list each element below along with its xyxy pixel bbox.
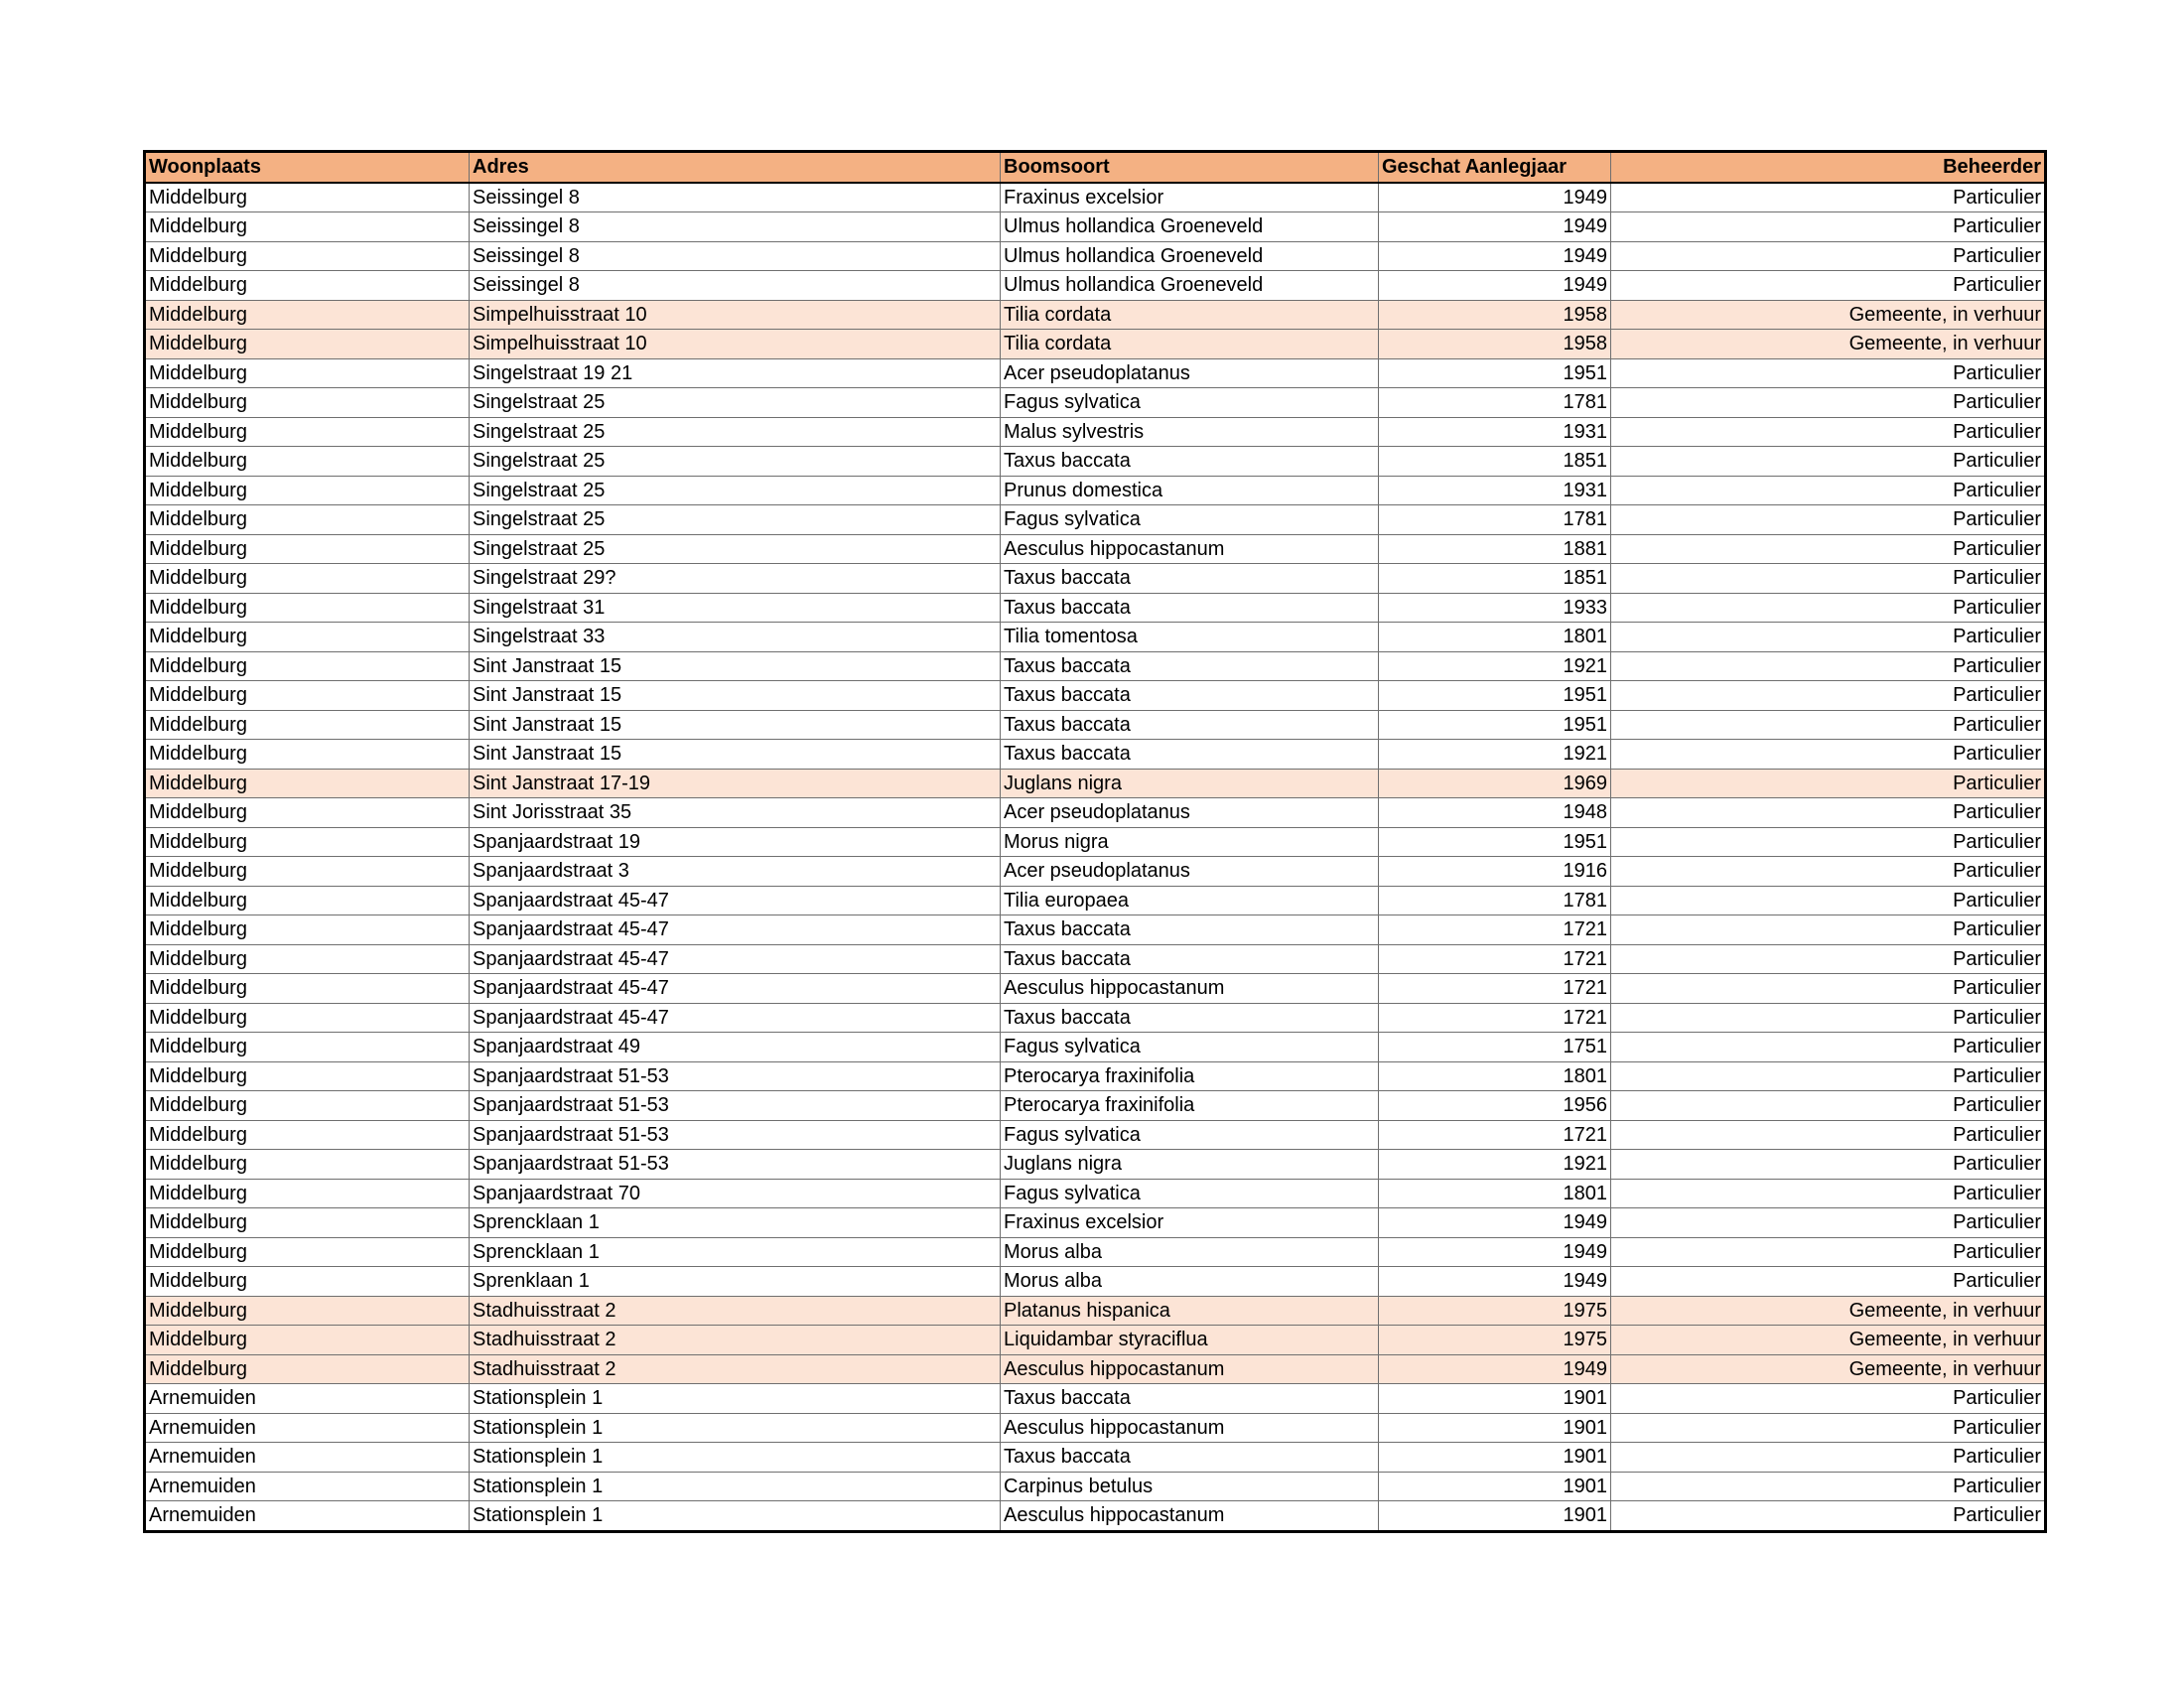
table-row xyxy=(145,476,2046,505)
cell-beheerder: Particulier xyxy=(1611,271,2046,301)
cell-boomsoort: Fraxinus excelsior xyxy=(1001,1208,1379,1238)
cell-beheerder: Particulier xyxy=(1611,183,2046,212)
cell-geschat-aanlegjaar: 1901 xyxy=(1379,1472,1611,1501)
cell-adres: Spanjaardstraat 51-53 xyxy=(470,1120,1001,1150)
cell-adres: Sint Janstraat 17-19 xyxy=(470,769,1001,798)
cell-geschat-aanlegjaar: 1975 xyxy=(1379,1296,1611,1326)
cell-geschat-aanlegjaar: 1969 xyxy=(1379,769,1611,798)
cell-adres: Spanjaardstraat 49 xyxy=(470,1033,1001,1062)
cell-adres: Stadhuisstraat 2 xyxy=(470,1326,1001,1355)
cell-beheerder: Gemeente, in verhuur xyxy=(1611,1354,2046,1384)
header-adres: Adres xyxy=(470,152,1001,183)
header-geschat-aanlegjaar: Geschat Aanlegjaar xyxy=(1379,152,1611,183)
cell-geschat-aanlegjaar: 1931 xyxy=(1379,417,1611,447)
cell-adres: Stadhuisstraat 2 xyxy=(470,1296,1001,1326)
cell-geschat-aanlegjaar: 1951 xyxy=(1379,827,1611,857)
cell-geschat-aanlegjaar: 1921 xyxy=(1379,740,1611,770)
cell-woonplaats: Middelburg xyxy=(145,534,470,564)
cell-adres: Spanjaardstraat 51-53 xyxy=(470,1091,1001,1121)
table-row xyxy=(145,388,2046,418)
table-row xyxy=(145,886,2046,915)
table-row xyxy=(145,534,2046,564)
cell-boomsoort: Morus nigra xyxy=(1001,827,1379,857)
cell-adres: Singelstraat 29? xyxy=(470,564,1001,594)
cell-adres: Seissingel 8 xyxy=(470,271,1001,301)
cell-woonplaats: Arnemuiden xyxy=(145,1472,470,1501)
table-row xyxy=(145,769,2046,798)
cell-boomsoort: Taxus baccata xyxy=(1001,651,1379,681)
cell-adres: Stationsplein 1 xyxy=(470,1413,1001,1443)
cell-boomsoort: Taxus baccata xyxy=(1001,710,1379,740)
cell-beheerder: Particulier xyxy=(1611,623,2046,652)
cell-boomsoort: Fagus sylvatica xyxy=(1001,1120,1379,1150)
cell-beheerder: Particulier xyxy=(1611,740,2046,770)
cell-boomsoort: Ulmus hollandica Groeneveld xyxy=(1001,212,1379,242)
cell-adres: Singelstraat 25 xyxy=(470,534,1001,564)
cell-adres: Sint Janstraat 15 xyxy=(470,740,1001,770)
cell-beheerder: Particulier xyxy=(1611,798,2046,828)
table-row xyxy=(145,1208,2046,1238)
cell-adres: Simpelhuisstraat 10 xyxy=(470,330,1001,359)
cell-boomsoort: Ulmus hollandica Groeneveld xyxy=(1001,271,1379,301)
cell-woonplaats: Middelburg xyxy=(145,769,470,798)
table-row xyxy=(145,681,2046,711)
table-row xyxy=(145,1501,2046,1532)
cell-boomsoort: Pterocarya fraxinifolia xyxy=(1001,1091,1379,1121)
cell-boomsoort: Carpinus betulus xyxy=(1001,1472,1379,1501)
cell-boomsoort: Fraxinus excelsior xyxy=(1001,183,1379,212)
cell-beheerder: Particulier xyxy=(1611,1413,2046,1443)
header-boomsoort: Boomsoort xyxy=(1001,152,1379,183)
table-row xyxy=(145,358,2046,388)
cell-beheerder: Particulier xyxy=(1611,1033,2046,1062)
cell-geschat-aanlegjaar: 1949 xyxy=(1379,1267,1611,1297)
cell-woonplaats: Middelburg xyxy=(145,827,470,857)
cell-woonplaats: Middelburg xyxy=(145,1208,470,1238)
cell-beheerder: Particulier xyxy=(1611,1003,2046,1033)
cell-beheerder: Gemeente, in verhuur xyxy=(1611,1296,2046,1326)
cell-woonplaats: Middelburg xyxy=(145,241,470,271)
cell-geschat-aanlegjaar: 1948 xyxy=(1379,798,1611,828)
cell-adres: Spanjaardstraat 45-47 xyxy=(470,974,1001,1004)
cell-adres: Spanjaardstraat 51-53 xyxy=(470,1150,1001,1180)
cell-beheerder: Particulier xyxy=(1611,534,2046,564)
cell-woonplaats: Middelburg xyxy=(145,476,470,505)
cell-adres: Singelstraat 19 21 xyxy=(470,358,1001,388)
cell-woonplaats: Middelburg xyxy=(145,1120,470,1150)
cell-woonplaats: Middelburg xyxy=(145,388,470,418)
table-row xyxy=(145,241,2046,271)
cell-adres: Stationsplein 1 xyxy=(470,1443,1001,1473)
cell-beheerder: Particulier xyxy=(1611,447,2046,477)
cell-woonplaats: Middelburg xyxy=(145,1150,470,1180)
cell-adres: Stadhuisstraat 2 xyxy=(470,1354,1001,1384)
cell-boomsoort: Malus sylvestris xyxy=(1001,417,1379,447)
cell-boomsoort: Fagus sylvatica xyxy=(1001,388,1379,418)
cell-geschat-aanlegjaar: 1721 xyxy=(1379,915,1611,945)
table-row xyxy=(145,623,2046,652)
tree-register-table xyxy=(143,150,2047,1533)
table-row xyxy=(145,447,2046,477)
table-row xyxy=(145,915,2046,945)
cell-woonplaats: Middelburg xyxy=(145,1179,470,1208)
cell-beheerder: Gemeente, in verhuur xyxy=(1611,300,2046,330)
cell-geschat-aanlegjaar: 1901 xyxy=(1379,1443,1611,1473)
cell-adres: Spanjaardstraat 19 xyxy=(470,827,1001,857)
cell-boomsoort: Fagus sylvatica xyxy=(1001,1179,1379,1208)
cell-beheerder: Particulier xyxy=(1611,212,2046,242)
cell-boomsoort: Ulmus hollandica Groeneveld xyxy=(1001,241,1379,271)
cell-beheerder: Particulier xyxy=(1611,1150,2046,1180)
cell-woonplaats: Middelburg xyxy=(145,1061,470,1091)
cell-woonplaats: Middelburg xyxy=(145,681,470,711)
table-row xyxy=(145,1267,2046,1297)
cell-boomsoort: Morus alba xyxy=(1001,1237,1379,1267)
table-row xyxy=(145,1326,2046,1355)
cell-boomsoort: Acer pseudoplatanus xyxy=(1001,857,1379,887)
cell-beheerder: Particulier xyxy=(1611,1179,2046,1208)
cell-geschat-aanlegjaar: 1901 xyxy=(1379,1501,1611,1532)
table-row xyxy=(145,417,2046,447)
cell-adres: Sint Janstraat 15 xyxy=(470,681,1001,711)
table-row xyxy=(145,505,2046,535)
cell-boomsoort: Tilia cordata xyxy=(1001,330,1379,359)
cell-adres: Stationsplein 1 xyxy=(470,1384,1001,1414)
cell-geschat-aanlegjaar: 1949 xyxy=(1379,212,1611,242)
cell-beheerder: Particulier xyxy=(1611,417,2046,447)
cell-adres: Sprencklaan 1 xyxy=(470,1237,1001,1267)
cell-woonplaats: Middelburg xyxy=(145,417,470,447)
cell-boomsoort: Liquidambar styraciflua xyxy=(1001,1326,1379,1355)
cell-geschat-aanlegjaar: 1949 xyxy=(1379,271,1611,301)
cell-beheerder: Particulier xyxy=(1611,857,2046,887)
cell-beheerder: Particulier xyxy=(1611,1472,2046,1501)
table-row xyxy=(145,1120,2046,1150)
table-row xyxy=(145,710,2046,740)
cell-boomsoort: Aesculus hippocastanum xyxy=(1001,1354,1379,1384)
cell-geschat-aanlegjaar: 1958 xyxy=(1379,330,1611,359)
table-row xyxy=(145,330,2046,359)
cell-geschat-aanlegjaar: 1781 xyxy=(1379,886,1611,915)
cell-geschat-aanlegjaar: 1921 xyxy=(1379,651,1611,681)
cell-boomsoort: Pterocarya fraxinifolia xyxy=(1001,1061,1379,1091)
cell-geschat-aanlegjaar: 1721 xyxy=(1379,974,1611,1004)
cell-boomsoort: Prunus domestica xyxy=(1001,476,1379,505)
cell-boomsoort: Taxus baccata xyxy=(1001,593,1379,623)
cell-boomsoort: Tilia tomentosa xyxy=(1001,623,1379,652)
cell-woonplaats: Arnemuiden xyxy=(145,1384,470,1414)
cell-adres: Spanjaardstraat 45-47 xyxy=(470,886,1001,915)
cell-beheerder: Particulier xyxy=(1611,388,2046,418)
cell-woonplaats: Middelburg xyxy=(145,1326,470,1355)
table-row xyxy=(145,1354,2046,1384)
cell-beheerder: Gemeente, in verhuur xyxy=(1611,1326,2046,1355)
cell-geschat-aanlegjaar: 1721 xyxy=(1379,944,1611,974)
cell-geschat-aanlegjaar: 1801 xyxy=(1379,1061,1611,1091)
cell-geschat-aanlegjaar: 1958 xyxy=(1379,300,1611,330)
cell-geschat-aanlegjaar: 1949 xyxy=(1379,183,1611,212)
cell-boomsoort: Juglans nigra xyxy=(1001,769,1379,798)
cell-woonplaats: Arnemuiden xyxy=(145,1501,470,1532)
cell-adres: Singelstraat 31 xyxy=(470,593,1001,623)
cell-woonplaats: Middelburg xyxy=(145,1354,470,1384)
cell-adres: Spanjaardstraat 3 xyxy=(470,857,1001,887)
cell-adres: Sprenklaan 1 xyxy=(470,1267,1001,1297)
cell-woonplaats: Middelburg xyxy=(145,1296,470,1326)
cell-beheerder: Particulier xyxy=(1611,476,2046,505)
cell-geschat-aanlegjaar: 1931 xyxy=(1379,476,1611,505)
cell-geschat-aanlegjaar: 1901 xyxy=(1379,1384,1611,1414)
cell-boomsoort: Taxus baccata xyxy=(1001,681,1379,711)
table-row xyxy=(145,1472,2046,1501)
cell-geschat-aanlegjaar: 1949 xyxy=(1379,1208,1611,1238)
cell-woonplaats: Middelburg xyxy=(145,1267,470,1297)
cell-geschat-aanlegjaar: 1949 xyxy=(1379,1354,1611,1384)
cell-geschat-aanlegjaar: 1751 xyxy=(1379,1033,1611,1062)
cell-beheerder: Particulier xyxy=(1611,769,2046,798)
cell-beheerder: Particulier xyxy=(1611,1120,2046,1150)
table-row xyxy=(145,974,2046,1004)
cell-adres: Singelstraat 25 xyxy=(470,417,1001,447)
cell-boomsoort: Acer pseudoplatanus xyxy=(1001,798,1379,828)
cell-adres: Spanjaardstraat 70 xyxy=(470,1179,1001,1208)
cell-geschat-aanlegjaar: 1901 xyxy=(1379,1413,1611,1443)
cell-beheerder: Particulier xyxy=(1611,974,2046,1004)
cell-woonplaats: Middelburg xyxy=(145,651,470,681)
table-row xyxy=(145,1033,2046,1062)
cell-woonplaats: Middelburg xyxy=(145,447,470,477)
cell-adres: Simpelhuisstraat 10 xyxy=(470,300,1001,330)
cell-beheerder: Particulier xyxy=(1611,593,2046,623)
table-row xyxy=(145,827,2046,857)
cell-woonplaats: Middelburg xyxy=(145,710,470,740)
cell-geschat-aanlegjaar: 1951 xyxy=(1379,358,1611,388)
table-row xyxy=(145,1443,2046,1473)
cell-adres: Spanjaardstraat 45-47 xyxy=(470,944,1001,974)
table-row xyxy=(145,183,2046,212)
cell-woonplaats: Middelburg xyxy=(145,593,470,623)
cell-geschat-aanlegjaar: 1851 xyxy=(1379,447,1611,477)
cell-woonplaats: Middelburg xyxy=(145,915,470,945)
cell-woonplaats: Middelburg xyxy=(145,886,470,915)
cell-boomsoort: Taxus baccata xyxy=(1001,564,1379,594)
table-row xyxy=(145,212,2046,242)
cell-beheerder: Particulier xyxy=(1611,1501,2046,1532)
table-row xyxy=(145,1413,2046,1443)
cell-boomsoort: Aesculus hippocastanum xyxy=(1001,1501,1379,1532)
cell-beheerder: Particulier xyxy=(1611,944,2046,974)
cell-boomsoort: Taxus baccata xyxy=(1001,915,1379,945)
cell-woonplaats: Middelburg xyxy=(145,1033,470,1062)
cell-boomsoort: Platanus hispanica xyxy=(1001,1296,1379,1326)
table-row xyxy=(145,564,2046,594)
table-body xyxy=(145,183,2046,1532)
table-row xyxy=(145,1091,2046,1121)
cell-beheerder: Gemeente, in verhuur xyxy=(1611,330,2046,359)
cell-beheerder: Particulier xyxy=(1611,1208,2046,1238)
table-row xyxy=(145,740,2046,770)
cell-adres: Singelstraat 25 xyxy=(470,505,1001,535)
cell-boomsoort: Fagus sylvatica xyxy=(1001,505,1379,535)
cell-woonplaats: Middelburg xyxy=(145,212,470,242)
cell-woonplaats: Arnemuiden xyxy=(145,1413,470,1443)
table-row xyxy=(145,1150,2046,1180)
cell-beheerder: Particulier xyxy=(1611,886,2046,915)
cell-geschat-aanlegjaar: 1801 xyxy=(1379,1179,1611,1208)
cell-woonplaats: Middelburg xyxy=(145,358,470,388)
cell-woonplaats: Middelburg xyxy=(145,271,470,301)
cell-woonplaats: Middelburg xyxy=(145,330,470,359)
table-row xyxy=(145,651,2046,681)
cell-woonplaats: Arnemuiden xyxy=(145,1443,470,1473)
header-row xyxy=(145,152,2046,183)
table-row xyxy=(145,1179,2046,1208)
cell-boomsoort: Taxus baccata xyxy=(1001,944,1379,974)
cell-woonplaats: Middelburg xyxy=(145,564,470,594)
cell-geschat-aanlegjaar: 1975 xyxy=(1379,1326,1611,1355)
table-row xyxy=(145,1061,2046,1091)
cell-woonplaats: Middelburg xyxy=(145,857,470,887)
cell-woonplaats: Middelburg xyxy=(145,1003,470,1033)
cell-woonplaats: Middelburg xyxy=(145,740,470,770)
cell-beheerder: Particulier xyxy=(1611,564,2046,594)
cell-geschat-aanlegjaar: 1951 xyxy=(1379,681,1611,711)
cell-adres: Singelstraat 25 xyxy=(470,388,1001,418)
cell-woonplaats: Middelburg xyxy=(145,974,470,1004)
cell-geschat-aanlegjaar: 1721 xyxy=(1379,1120,1611,1150)
cell-beheerder: Particulier xyxy=(1611,1267,2046,1297)
cell-boomsoort: Taxus baccata xyxy=(1001,1003,1379,1033)
table-row xyxy=(145,1003,2046,1033)
cell-boomsoort: Taxus baccata xyxy=(1001,1384,1379,1414)
cell-boomsoort: Tilia cordata xyxy=(1001,300,1379,330)
cell-beheerder: Particulier xyxy=(1611,915,2046,945)
cell-adres: Sint Jorisstraat 35 xyxy=(470,798,1001,828)
cell-beheerder: Particulier xyxy=(1611,1443,2046,1473)
cell-adres: Singelstraat 25 xyxy=(470,447,1001,477)
cell-boomsoort: Juglans nigra xyxy=(1001,1150,1379,1180)
table-row xyxy=(145,857,2046,887)
cell-woonplaats: Middelburg xyxy=(145,1237,470,1267)
cell-woonplaats: Middelburg xyxy=(145,798,470,828)
cell-beheerder: Particulier xyxy=(1611,710,2046,740)
cell-geschat-aanlegjaar: 1721 xyxy=(1379,1003,1611,1033)
cell-geschat-aanlegjaar: 1921 xyxy=(1379,1150,1611,1180)
cell-adres: Seissingel 8 xyxy=(470,241,1001,271)
cell-boomsoort: Acer pseudoplatanus xyxy=(1001,358,1379,388)
cell-beheerder: Particulier xyxy=(1611,1061,2046,1091)
cell-woonplaats: Middelburg xyxy=(145,300,470,330)
cell-geschat-aanlegjaar: 1956 xyxy=(1379,1091,1611,1121)
cell-boomsoort: Fagus sylvatica xyxy=(1001,1033,1379,1062)
cell-boomsoort: Taxus baccata xyxy=(1001,1443,1379,1473)
table-row xyxy=(145,271,2046,301)
cell-adres: Seissingel 8 xyxy=(470,183,1001,212)
cell-beheerder: Particulier xyxy=(1611,505,2046,535)
cell-adres: Stationsplein 1 xyxy=(470,1472,1001,1501)
cell-boomsoort: Morus alba xyxy=(1001,1267,1379,1297)
table-row xyxy=(145,1296,2046,1326)
cell-geschat-aanlegjaar: 1949 xyxy=(1379,241,1611,271)
cell-beheerder: Particulier xyxy=(1611,1237,2046,1267)
cell-woonplaats: Middelburg xyxy=(145,505,470,535)
cell-adres: Singelstraat 33 xyxy=(470,623,1001,652)
cell-beheerder: Particulier xyxy=(1611,1384,2046,1414)
cell-boomsoort: Tilia europaea xyxy=(1001,886,1379,915)
cell-beheerder: Particulier xyxy=(1611,681,2046,711)
cell-geschat-aanlegjaar: 1881 xyxy=(1379,534,1611,564)
table-row xyxy=(145,300,2046,330)
cell-boomsoort: Aesculus hippocastanum xyxy=(1001,534,1379,564)
cell-woonplaats: Middelburg xyxy=(145,1091,470,1121)
cell-boomsoort: Aesculus hippocastanum xyxy=(1001,1413,1379,1443)
cell-beheerder: Particulier xyxy=(1611,1091,2046,1121)
cell-beheerder: Particulier xyxy=(1611,651,2046,681)
cell-geschat-aanlegjaar: 1916 xyxy=(1379,857,1611,887)
table-row xyxy=(145,1237,2046,1267)
cell-woonplaats: Middelburg xyxy=(145,623,470,652)
cell-geschat-aanlegjaar: 1781 xyxy=(1379,388,1611,418)
cell-geschat-aanlegjaar: 1781 xyxy=(1379,505,1611,535)
cell-geschat-aanlegjaar: 1951 xyxy=(1379,710,1611,740)
cell-adres: Spanjaardstraat 51-53 xyxy=(470,1061,1001,1091)
table-row xyxy=(145,593,2046,623)
cell-adres: Stationsplein 1 xyxy=(470,1501,1001,1532)
cell-woonplaats: Middelburg xyxy=(145,944,470,974)
header-beheerder: Beheerder xyxy=(1611,152,2046,183)
cell-geschat-aanlegjaar: 1949 xyxy=(1379,1237,1611,1267)
cell-woonplaats: Middelburg xyxy=(145,183,470,212)
cell-adres: Singelstraat 25 xyxy=(470,476,1001,505)
table-row xyxy=(145,798,2046,828)
cell-geschat-aanlegjaar: 1801 xyxy=(1379,623,1611,652)
table-row xyxy=(145,1384,2046,1414)
table-row xyxy=(145,944,2046,974)
cell-adres: Sint Janstraat 15 xyxy=(470,710,1001,740)
cell-beheerder: Particulier xyxy=(1611,827,2046,857)
cell-adres: Seissingel 8 xyxy=(470,212,1001,242)
header-woonplaats: Woonplaats xyxy=(145,152,470,183)
cell-geschat-aanlegjaar: 1851 xyxy=(1379,564,1611,594)
cell-adres: Sprencklaan 1 xyxy=(470,1208,1001,1238)
cell-adres: Spanjaardstraat 45-47 xyxy=(470,915,1001,945)
cell-beheerder: Particulier xyxy=(1611,241,2046,271)
cell-boomsoort: Taxus baccata xyxy=(1001,447,1379,477)
cell-geschat-aanlegjaar: 1933 xyxy=(1379,593,1611,623)
cell-adres: Spanjaardstraat 45-47 xyxy=(470,1003,1001,1033)
cell-adres: Sint Janstraat 15 xyxy=(470,651,1001,681)
cell-boomsoort: Taxus baccata xyxy=(1001,740,1379,770)
cell-beheerder: Particulier xyxy=(1611,358,2046,388)
cell-boomsoort: Aesculus hippocastanum xyxy=(1001,974,1379,1004)
